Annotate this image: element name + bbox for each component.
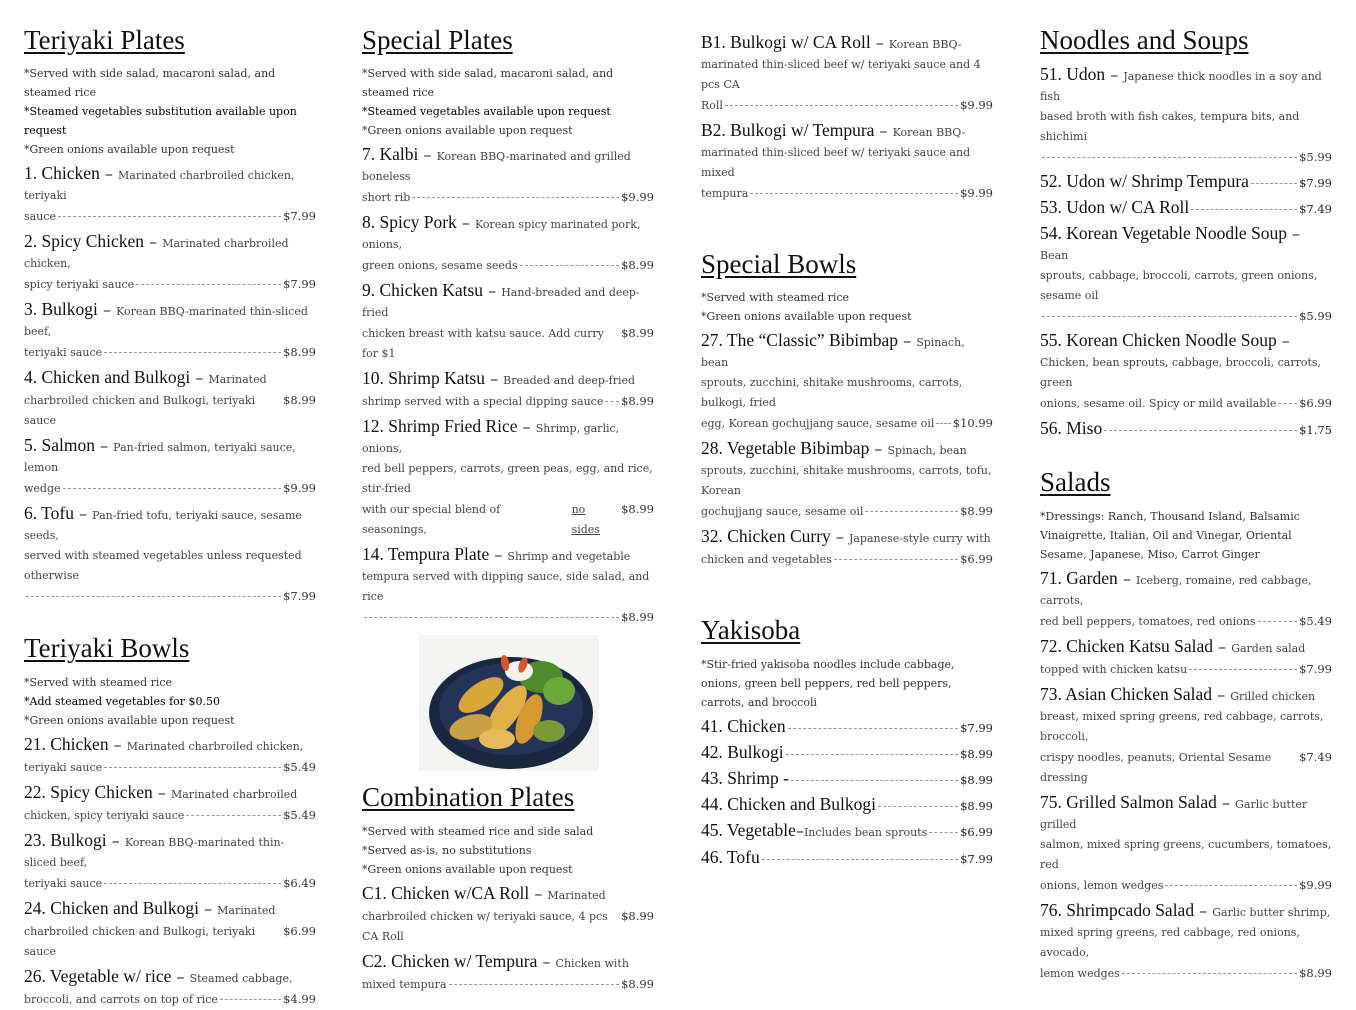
item-name: 32. Chicken Curry — [701, 526, 831, 547]
item-price: $8.99 — [960, 504, 993, 519]
item-name: 54. Korean Vegetable Noodle Soup — [1040, 223, 1288, 244]
section-title: Special Bowls — [701, 249, 857, 279]
item-description: Marinated charbroiled chicken, — [24, 237, 289, 271]
section-bulkogi-combos — [701, 32, 993, 204]
item-price: $6.49 — [283, 875, 316, 890]
item-description: Bean — [1040, 249, 1069, 263]
item-description-tail: green onions, sesame seeds — [362, 259, 518, 273]
section-title: Teriyaki Bowls — [24, 633, 190, 664]
item-name: 55. Korean Chicken Noodle Soup — [1040, 330, 1277, 351]
item-price: $5.49 — [1299, 613, 1332, 628]
item-description: Korean BBQ- — [892, 126, 966, 139]
menu-item: 3. Bulkogi – Korean BBQ-marinated thin-sliced beef, teriyaki sauce $8.99 — [24, 299, 316, 363]
menu-item: 14. Tempura Plate – Shrimp and vegetable tempura served with dipping sauce, side salad, and rice $8.99 — [362, 544, 654, 627]
menu-item: 32. Chicken Curry – Japanese-style curry with chicken and vegetables $6.99 — [701, 526, 993, 570]
item-description-tail: teriyaki sauce — [24, 760, 103, 774]
menu-item: 26. Vegetable w/ rice – Steamed cabbage, broccoli, and carrots on top of rice $4.99 — [24, 966, 316, 1010]
section-title: Combination Plates — [362, 782, 575, 813]
section-yakisoba — [701, 614, 993, 868]
item-description-cont: Chicken, bean sprouts, cabbage, broccoli, carrots, green — [1040, 356, 1322, 390]
item-description-cont: based broth with fish cakes, tempura bits, and shichimi — [1040, 110, 1300, 144]
item-price: $7.99 — [283, 209, 316, 224]
item-price: $8.99 — [621, 976, 654, 991]
menu-item: 71. Garden – Iceberg, romaine, red cabbage, carrots, red bell peppers, tomatoes, red onions $5.49 — [1040, 568, 1332, 632]
menu-item: 12. Shrimp Fried Rice – Shrimp, garlic, onions, red bell peppers, carrots, green peas, egg, and rice, stir-fried with our special blend of seasonings, no sides $8.99 — [362, 416, 654, 540]
item-description-tail: shrimp served with a special dipping sauce — [362, 395, 604, 409]
section-special-plates — [362, 24, 654, 627]
item-price: $9.99 — [960, 98, 993, 112]
item-description-tail: charbroiled chicken and Bulkogi, teriyaki sauce — [24, 924, 256, 958]
item-name: 27. The “Classic” Bibimbap — [701, 330, 899, 351]
item-description-tail: chicken breast with katsu sauce. Add curry for $1 — [362, 327, 604, 361]
section-title: Salads — [1040, 467, 1111, 498]
column-3 — [701, 28, 993, 869]
menu-item: 76. Shrimpcado Salad – Garlic butter shrimp, mixed spring greens, red cabbage, red onions, avocado, lemon wedges $8.99 — [1040, 900, 1332, 984]
menu-item: 73. Asian Chicken Salad – Grilled chicken breast, mixed spring greens, red cabbage, carrots, broccoli, crispy noodles, peanuts, Oriental Sesame dressing $7.49 — [1040, 684, 1332, 788]
item-description-tail: teriyaki sauce — [24, 876, 103, 890]
item-price: $8.99 — [960, 798, 993, 813]
menu-item — [701, 794, 993, 816]
item-description-cont: mixed spring greens, red cabbage, red onions, avocado, — [1040, 925, 1300, 959]
item-price: $10.99 — [952, 416, 993, 431]
item-description-tail: gochujjang sauce, sesame oil — [701, 505, 864, 519]
item-name: 1. Chicken — [24, 163, 100, 184]
item-name: 51. Udon — [1040, 64, 1106, 85]
item-price: $8.99 — [621, 394, 654, 409]
item-description-tail: lemon wedges — [1040, 966, 1120, 980]
item-name: 8. Spicy Pork — [362, 212, 457, 233]
item-price: $6.99 — [283, 923, 316, 938]
item-price: $1.75 — [1299, 423, 1332, 438]
item-description-tail: wedge — [24, 482, 61, 496]
item-description-tail: broccoli, and carrots on top of rice — [24, 992, 218, 1006]
item-price: $8.99 — [1299, 965, 1332, 980]
section-note: *Served with steamed rice and side salad — [362, 824, 594, 838]
item-price: $5.99 — [1299, 150, 1332, 165]
item-name: 76. Shrimpcado Salad — [1040, 899, 1195, 920]
section-note: *Add steamed vegetables for $0.50 — [24, 694, 221, 708]
section-note: *Green onions available upon request — [362, 862, 573, 876]
menu-item: 22. Spicy Chicken – Marinated charbroiled chicken, spicy teriyaki sauce $5.49 — [24, 782, 316, 826]
item-price: $8.99 — [621, 258, 654, 273]
item-description: Pan-fried tofu, teriyaki sauce, sesame seeds, — [24, 509, 302, 543]
section-note: *Dressings: Ranch, Thousand Island, Balsamic Vinaigrette, Italian, Oil and Vinegar, Oriental Sesame, Japanese, Miso, Carrot Ginger — [1040, 509, 1300, 561]
item-description: Shrimp and vegetable — [507, 550, 631, 564]
item-name: C2. Chicken w/ Tempura — [362, 950, 538, 971]
item-description-cont: sprouts, zucchini, shitake mushrooms, carrots, tofu, Korean — [701, 464, 992, 498]
item-price: $8.99 — [621, 326, 654, 341]
item-description-tail: chicken, spicy teriyaki sauce — [24, 808, 185, 822]
section-note: *Green onions available upon request — [701, 310, 912, 324]
item-description: Japanese-style curry with — [848, 532, 991, 546]
item-price: $9.99 — [283, 481, 316, 496]
item-description-tail: egg, Korean gochujjang sauce, sesame oil — [701, 417, 935, 431]
item-description-tail: short rib — [362, 191, 411, 205]
item-description: Garden salad — [1231, 641, 1306, 655]
menu-item — [701, 768, 993, 790]
item-name: 75. Grilled Salmon Salad — [1040, 791, 1217, 812]
item-description: Korean BBQ-marinated thin-sliced beef, — [24, 305, 308, 339]
item-name: 23. Bulkogi — [24, 829, 107, 850]
item-name: 6. Tofu — [24, 503, 74, 524]
item-description-tail: chicken and vegetables — [701, 553, 832, 567]
item-description-cont: red bell peppers, carrots, green peas, egg, and rice, stir-fried — [362, 462, 653, 496]
item-name: B1. Bulkogi w/ CA Roll — [701, 32, 871, 52]
item-no-sides: no sides — [571, 503, 600, 537]
section-salads — [1040, 466, 1332, 983]
item-description-cont: sprouts, cabbage, broccoli, carrots, green onions, sesame oil — [1040, 269, 1318, 303]
menu-item: 27. The “Classic” Bibimbap – Spinach, bean sprouts, zucchini, shitake mushrooms, carrots, bulkogi, fried egg, Korean gochujjang sauce, sesame oil $10.99 — [701, 330, 993, 434]
menu-item: B2. Bulkogi w/ Tempura – Korean BBQ- marinated thin-sliced beef w/ teriyaki sauce and mixed tempura $9.99 — [701, 120, 993, 204]
item-price: $9.99 — [1299, 877, 1332, 892]
section-note: *Served with steamed rice — [701, 291, 850, 305]
section-note: *Served with side salad, macaroni salad, and steamed rice — [362, 67, 614, 100]
section-special-bowls — [701, 248, 993, 570]
item-description: Korean BBQ- — [888, 38, 962, 51]
section-teriyaki-bowls — [24, 632, 316, 1009]
item-description-tail: with our special blend of seasonings, — [362, 503, 501, 537]
item-price: $7.99 — [960, 720, 993, 735]
item-price: $8.99 — [621, 502, 654, 517]
section-title: Noodles and Soups — [1040, 25, 1249, 55]
item-description: Hand-breaded and deep-fried — [362, 286, 640, 320]
item-description-tail: charbroiled chicken w/ teriyaki sauce, 4 pcs CA Roll — [362, 909, 608, 943]
item-description-cont: marinated thin-sliced beef w/ teriyaki sauce and mixed — [701, 146, 971, 179]
menu-item — [1040, 197, 1332, 219]
item-name: C1. Chicken w/CA Roll — [362, 882, 530, 903]
menu-item: 75. Grilled Salmon Salad – Garlic butter grilled salmon, mixed spring greens, cucumbers, tomatoes, red onions, lemon wedges $9.99 — [1040, 792, 1332, 896]
item-name: 41. Chicken — [701, 715, 786, 736]
menu-item — [701, 742, 993, 764]
item-description: Iceberg, romaine, red cabbage, carrots, — [1040, 573, 1312, 607]
column-4 — [1040, 24, 1332, 984]
item-price: $4.99 — [283, 991, 316, 1006]
item-description-cont: served with steamed vegetables unless requested otherwise — [24, 549, 302, 583]
item-price: $6.99 — [960, 552, 993, 567]
item-price: $5.99 — [1299, 309, 1332, 324]
menu-item — [1040, 171, 1332, 193]
column-2 — [362, 24, 654, 995]
item-description-tail: onions, lemon wedges — [1040, 878, 1164, 892]
menu-item: 21. Chicken – Marinated charbroiled chicken, teriyaki sauce $5.49 — [24, 734, 316, 778]
section-combination-plates — [362, 781, 654, 994]
item-price: $8.99 — [283, 393, 316, 408]
item-name: 45. Vegetable — [701, 819, 796, 840]
item-name: 26. Vegetable w/ rice — [24, 965, 172, 986]
menu-item: 72. Chicken Katsu Salad – Garden salad topped with chicken katsu $7.99 — [1040, 636, 1332, 680]
item-description-tail: tempura — [701, 187, 749, 200]
item-name: 9. Chicken Katsu — [362, 280, 484, 301]
item-price: $8.99 — [283, 345, 316, 360]
column-1 — [24, 24, 316, 1010]
item-description-tail: crispy noodles, peanuts, Oriental Sesame dressing — [1040, 750, 1272, 784]
item-description: Marinated charbroiled — [170, 787, 298, 801]
item-name: 4. Chicken and Bulkogi — [24, 367, 191, 388]
item-price: $7.99 — [960, 851, 993, 866]
item-description-tail: charbroiled chicken and Bulkogi, teriyaki sauce — [24, 394, 256, 428]
item-name: 21. Chicken — [24, 733, 109, 754]
item-description: Japanese thick noodles in a soy and fish — [1040, 70, 1322, 104]
section-note: *Served with steamed rice — [24, 675, 173, 689]
item-description: Spinach, bean — [701, 336, 965, 370]
item-name: 42. Bulkogi — [701, 741, 784, 762]
section-note: *Steamed vegetables substitution available upon request — [24, 105, 297, 138]
section-title: Special Plates — [362, 25, 513, 55]
item-name: 5. Salmon — [24, 435, 95, 456]
menu-item: 1. Chicken – Marinated charbroiled chicken, teriyaki sauce $7.99 — [24, 163, 316, 227]
item-description: Marinated — [547, 888, 606, 902]
item-name: 3. Bulkogi — [24, 299, 98, 320]
item-price: $5.49 — [283, 759, 316, 774]
menu-item: 55. Korean Chicken Noodle Soup – Chicken, bean sprouts, cabbage, broccoli, carrots, green onions, sesame oil. Spicy or mild available $6.99 — [1040, 330, 1332, 414]
menu-item: C2. Chicken w/ Tempura – Chicken with mixed tempura $8.99 — [362, 951, 654, 995]
tempura-plate-photo — [419, 635, 599, 771]
item-description-tail: onions, sesame oil. Spicy or mild available — [1040, 397, 1277, 411]
item-name: 14. Tempura Plate — [362, 544, 490, 565]
item-description: Shrimp, garlic, onions, — [362, 422, 620, 456]
item-name: 73. Asian Chicken Salad — [1040, 683, 1213, 704]
item-price: $7.99 — [1299, 176, 1332, 191]
item-name: 43. Shrimp - — [701, 767, 789, 788]
item-name: 2. Spicy Chicken — [24, 231, 145, 252]
item-price: $8.99 — [621, 908, 654, 923]
item-description-cont: breast, mixed spring greens, red cabbage, carrots, broccoli, — [1040, 709, 1324, 743]
menu-item: 28. Vegetable Bibimbap – Spinach, bean sprouts, zucchini, shitake mushrooms, carrots, tofu, Korean gochujjang sauce, sesame oil $8.99 — [701, 438, 993, 522]
item-price: $9.99 — [960, 186, 993, 200]
item-name: 46. Tofu — [701, 846, 760, 867]
menu-item: 23. Bulkogi – Korean BBQ-marinated thin-sliced beef, teriyaki sauce $6.49 — [24, 830, 316, 894]
item-name: 53. Udon w/ CA Roll — [1040, 197, 1190, 218]
item-description: Korean spicy marinated pork, onions, — [362, 218, 641, 252]
item-description: Pan-fried salmon, teriyaki sauce, lemon — [24, 441, 296, 475]
item-description: Korean BBQ-marinated and grilled boneless — [362, 150, 631, 184]
menu-item: 9. Chicken Katsu – Hand-breaded and deep-fried chicken breast with katsu sauce. Add curry for $1 $8.99 — [362, 280, 654, 364]
item-description: Marinated — [217, 903, 276, 917]
menu-item: 7. Kalbi – Korean BBQ-marinated and grilled boneless short rib $9.99 — [362, 144, 654, 208]
item-name: 71. Garden — [1040, 567, 1118, 588]
item-description-tail: spicy teriyaki sauce — [24, 278, 135, 292]
item-price: $7.49 — [1299, 202, 1332, 217]
menu-item — [701, 847, 993, 869]
menu-item: 51. Udon – Japanese thick noodles in a soy and fish based broth with fish cakes, tempura bits, and shichimi $5.99 — [1040, 64, 1332, 167]
menu-item: 10. Shrimp Katsu – Breaded and deep-fried shrimp served with a special dipping sauce $8.99 — [362, 368, 654, 412]
item-price: $5.49 — [283, 807, 316, 822]
item-description: Marinated — [208, 373, 267, 387]
section-title: Teriyaki Plates — [24, 25, 185, 55]
item-description-tail: red bell peppers, tomatoes, red onions — [1040, 614, 1256, 628]
section-noodles-soups — [1040, 24, 1332, 440]
item-description: Includes bean sprouts — [803, 825, 928, 839]
item-name: B2. Bulkogi w/ Tempura — [701, 120, 875, 140]
menu-item: 24. Chicken and Bulkogi – Marinated charbroiled chicken and Bulkogi, teriyaki sauce $6.99 — [24, 898, 316, 962]
item-name: 44. Chicken and Bulkogi — [701, 793, 876, 814]
item-name: 72. Chicken Katsu Salad — [1040, 635, 1214, 656]
menu-item: 45. Vegetable – Includes bean sprouts $6.99 — [701, 820, 993, 843]
item-description-tail: teriyaki sauce — [24, 346, 103, 360]
item-description-cont: marinated thin-sliced beef w/ teriyaki sauce and 4 pcs CA — [701, 58, 981, 91]
item-name: 12. Shrimp Fried Rice — [362, 416, 518, 437]
item-description-tail: Roll — [701, 99, 723, 112]
section-note: *Green onions available upon request — [362, 124, 573, 138]
item-description-tail: sauce — [24, 210, 56, 224]
item-description-tail: topped with chicken katsu — [1040, 662, 1188, 676]
item-description: Marinated charbroiled chicken, — [126, 739, 304, 753]
item-price: $9.99 — [621, 190, 654, 205]
item-description: Spinach, bean — [887, 444, 967, 458]
item-price: $7.99 — [283, 589, 316, 604]
item-name: 24. Chicken and Bulkogi — [24, 897, 199, 918]
section-note: *Steamed vegetables available upon request — [362, 105, 611, 119]
section-note: *Stir-fried yakisoba noodles include cabbage, onions, green bell peppers, red bell peppers, carrots, and broccoli — [701, 657, 955, 709]
item-price: $7.49 — [1299, 749, 1332, 764]
item-description: Grilled chicken — [1230, 689, 1316, 703]
item-name: 56. Miso — [1040, 418, 1103, 439]
section-note: *Served as-is, no substitutions — [362, 843, 532, 857]
item-description: Garlic butter shrimp, — [1212, 905, 1331, 919]
section-teriyaki-plates — [24, 24, 316, 606]
item-name: 28. Vegetable Bibimbap — [701, 438, 870, 459]
item-description-cont: sprouts, zucchini, shitake mushrooms, carrots, bulkogi, fried — [701, 376, 963, 410]
menu-item: C1. Chicken w/CA Roll – Marinated charbroiled chicken w/ teriyaki sauce, 4 pcs CA Roll $8.99 — [362, 883, 654, 947]
menu-item: B1. Bulkogi w/ CA Roll – Korean BBQ- marinated thin-sliced beef w/ teriyaki sauce and 4 pcs CA Roll $9.99 — [701, 32, 993, 116]
item-description: Chicken with — [555, 956, 629, 970]
menu-item — [1040, 418, 1332, 440]
item-description: Steamed cabbage, — [189, 971, 293, 985]
menu-item — [701, 716, 993, 738]
item-description: Breaded and deep-fried — [503, 374, 636, 388]
item-name: 10. Shrimp Katsu — [362, 368, 485, 389]
item-price: $7.99 — [283, 277, 316, 292]
item-description: Garlic butter grilled — [1040, 797, 1308, 831]
section-title: Yakisoba — [701, 615, 801, 646]
menu-item: 5. Salmon – Pan-fried salmon, teriyaki sauce, lemon wedge $9.99 — [24, 435, 316, 499]
section-note: *Green onions available upon request — [24, 143, 235, 157]
item-description: Korean BBQ-marinated thin-sliced beef, — [24, 835, 285, 869]
item-description: Marinated charbroiled chicken, teriyaki — [24, 169, 295, 203]
item-description-cont: tempura served with dipping sauce, side salad, and rice — [362, 570, 650, 604]
item-price: $6.99 — [960, 824, 993, 839]
item-price: $8.99 — [960, 746, 993, 761]
item-price: $8.99 — [960, 772, 993, 787]
menu-item: 4. Chicken and Bulkogi – Marinated charbroiled chicken and Bulkogi, teriyaki sauce $8.99 — [24, 367, 316, 431]
item-description-cont: salmon, mixed spring greens, cucumbers, tomatoes, red — [1040, 837, 1332, 871]
section-note: *Served with side salad, macaroni salad, and steamed rice — [24, 67, 276, 100]
item-name: 52. Udon w/ Shrimp Tempura — [1040, 171, 1249, 192]
item-description-tail: mixed tempura — [362, 977, 447, 991]
menu-item: 54. Korean Vegetable Noodle Soup – Bean sprouts, cabbage, broccoli, carrots, green onions, sesame oil $5.99 — [1040, 223, 1332, 326]
item-name: 7. Kalbi — [362, 144, 419, 165]
menu-item: 8. Spicy Pork – Korean spicy marinated pork, onions, green onions, sesame seeds $8.99 — [362, 212, 654, 276]
item-name: 22. Spicy Chicken — [24, 781, 153, 802]
section-note: *Green onions available upon request — [24, 713, 235, 727]
item-price: $7.99 — [1299, 661, 1332, 676]
item-price: $6.99 — [1299, 396, 1332, 411]
item-price: $8.99 — [621, 610, 654, 625]
menu-item: 2. Spicy Chicken – Marinated charbroiled chicken, spicy teriyaki sauce $7.99 — [24, 231, 316, 295]
menu-item: 6. Tofu – Pan-fried tofu, teriyaki sauce, sesame seeds, served with steamed vegetables unless requested otherwise $7.99 — [24, 503, 316, 606]
